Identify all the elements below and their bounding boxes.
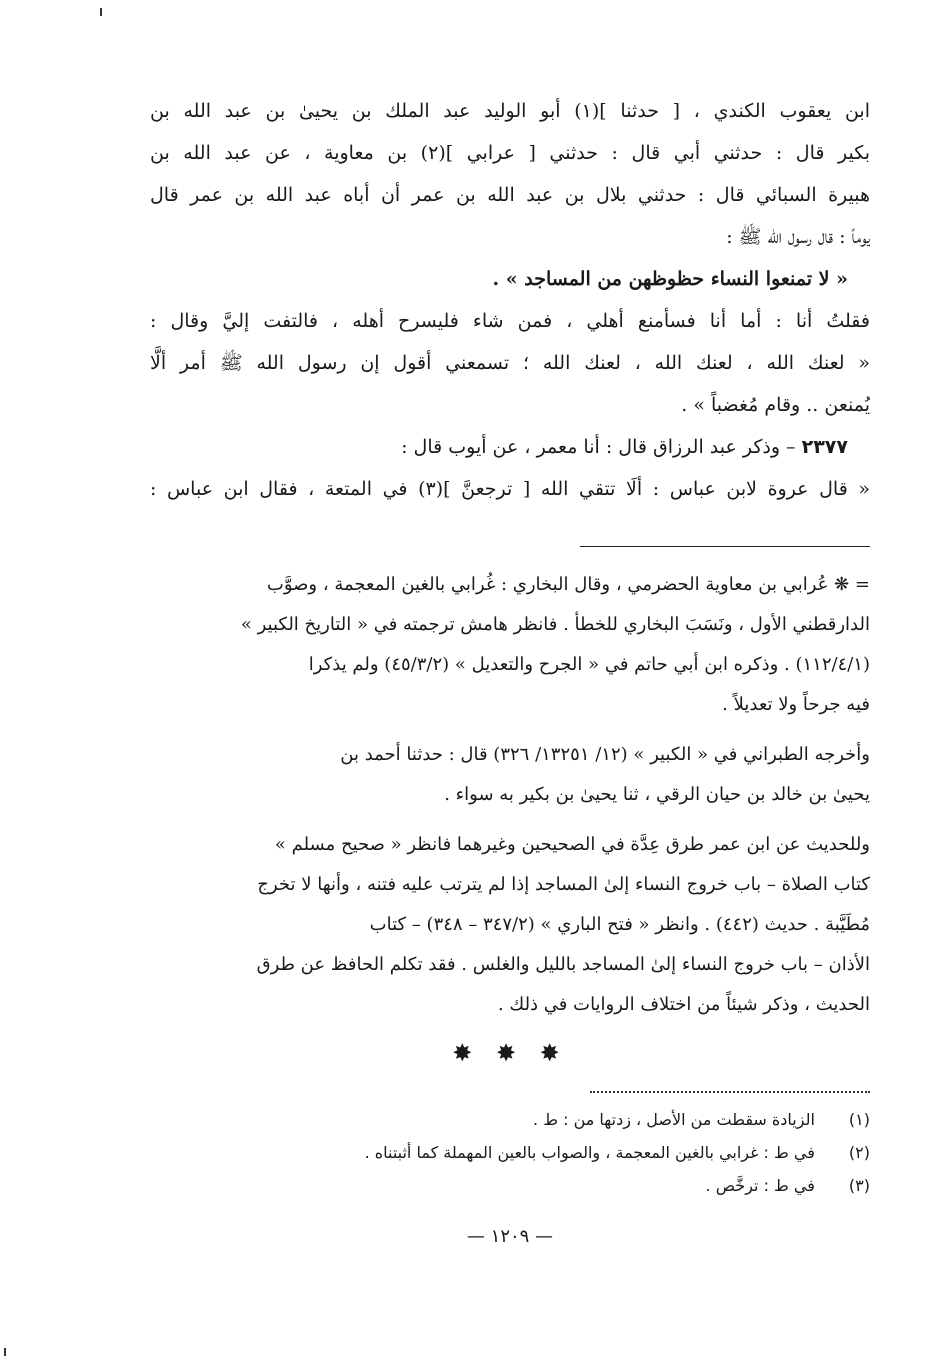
commentary-line: الدارقطني الأول ، ونَسَبَ البخاري للخطأ . فانظر هامش ترجمته في « التاريخ الكبير » [240,614,870,635]
text-line: يوماً : قال رسول الله ﷺ : [726,226,870,248]
footnote-number: (٣) [848,1176,870,1195]
section-divider-stars: ✸ ✸ ✸ [452,1039,568,1067]
hadith-number: ٢٣٧٧ [801,436,848,458]
footnote-text: في ط : غرابي بالغين المعجمة ، والصواب بالعين المهملة كما أثبتناه . [364,1143,815,1162]
footnote-text: في ط : ترخَّص . [705,1176,815,1195]
text-line: يُمنعن .. وقام مُغضباً » . [681,394,870,416]
commentary-line: يحيىٰ بن خالد بن حيان الرقي ، ثنا يحيىٰ بن بكير به سواء . [444,784,870,805]
commentary-line: فيه جرحاً ولا تعديلاً . [722,694,870,715]
footnote-separator [590,1091,870,1093]
main-text [150,90,870,510]
footnote [150,1103,870,1136]
commentary-line: كتاب الصلاة – باب خروج النساء إلىٰ المساجد إذا لم يترتب عليه فتنه ، وأنها لا تخرج [257,874,870,895]
hadith-heading [150,426,870,468]
text-line: فقلتُ أنا : أما أنا فسأمنع أهلي ، فمن شاء فليسرح أهله ، فالتفت إليَّ وقال : [150,310,870,332]
text-line: « لعنك الله ، لعنك الله ، لعنك الله ؛ تسمعني أقول إن رسول الله ﷺ أمر ألَّا [150,352,870,374]
hadith-intro: – وذكر عبد الرزاق قال : أنا معمر ، عن أيوب قال : [401,436,796,458]
commentary-line: = ❋ عُرابي بن معاوية الحضرمي ، وقال البخاري : غُرابي بالغين المعجمة ، وصوَّب [266,574,870,595]
text-line: بكير قال : حدثني أبي قال : حدثني [ عرابي ](٢) بن معاوية ، عن عبد الله بن [150,142,870,164]
commentary [150,565,870,1025]
commentary-line: وللحديث عن ابن عمر طرق عِدَّة في الصحيحين وغيرهما فانظر « صحيح مسلم » [274,834,870,855]
text-line: « قال عروة لابن عباس : ألَا تتقي الله [ ترجعنَّ ](٣) في المتعة ، فقال ابن عباس : [150,478,870,500]
page-number: — ١٢٠٩ — [466,1226,554,1247]
text-line: ابن يعقوب الكندي ، [ حدثنا ](١) أبو الوليد عبد الملك بن يحيىٰ بن عبد الله بن [150,100,870,122]
footnote-number: (١) [848,1110,870,1129]
prophetic-saying: « لا تمنعوا النساء حظوظهن من المساجد » . [492,268,848,290]
text-line: هبيرة السبائي قال : حدثني بلال بن عبد الله بن عمر أن أباه عبد الله بن عمر قال [150,184,870,206]
commentary-line: مُطَيَّبة . حديث (٤٤٢) . وانظر « فتح الباري » (٣٤٧/٢ – ٣٤٨) – كتاب [369,914,870,935]
commentary-line: وأخرجه الطبراني في « الكبير » (١٢/ ١٣٢٥١/ ٣٢٦) قال : حدثنا أحمد بن [340,744,870,765]
separator-line [580,546,870,547]
scan-mark [4,1348,6,1356]
commentary-line: (١١٢/٤/١) . وذكره ابن أبي حاتم في « الجرح والتعديل » (٤٥/٣/٢) ولم يذكرا [308,654,870,675]
footnote-text: الزيادة سقطت من الأصل ، زدتها من : ط . [533,1110,815,1129]
footnotes [150,1103,870,1202]
footnote [150,1136,870,1169]
commentary-line: الأذان – باب خروج النساء إلىٰ المساجد بالليل والغلس . فقد تكلم الحافظ عن طرق [256,954,870,975]
commentary-line: الحديث ، وذكر شيئاً من اختلاف الروايات في ذلك . [497,994,870,1015]
book-page [150,90,870,1247]
footnote-number: (٢) [848,1143,870,1162]
scan-mark [100,8,102,16]
footnote [150,1169,870,1202]
